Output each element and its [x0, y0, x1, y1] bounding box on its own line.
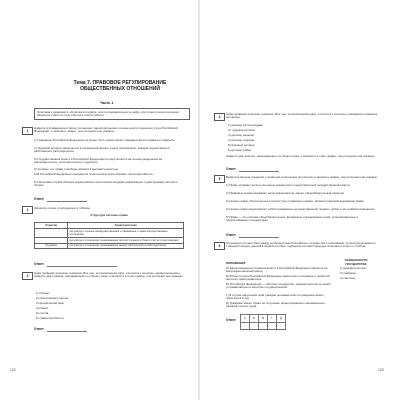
- grid-answer-cell[interactable]: [241, 322, 250, 330]
- task-5-item: 5) Право — это система общеобязательных, формально определённых норм, устанавливаемых и обеспечиваемых государством.: [226, 215, 359, 223]
- task-2-answer-field[interactable]: [47, 261, 117, 267]
- task-4-item: 1) договор купли-продажи: [228, 123, 263, 127]
- task-6-feature: 1) демократическое: [340, 266, 367, 270]
- task-5-answer-label: Ответ:: [226, 233, 237, 237]
- page-number: 123: [378, 368, 384, 372]
- features-column-heading: ОСОБЕННОСТИ ГОСУДАРСТВА: [344, 258, 368, 266]
- task-5-number: 5: [214, 175, 225, 183]
- page-number: 122: [10, 368, 16, 372]
- task-4-answer-label: Ответ:: [226, 167, 237, 171]
- task-4-item: 3) договор дарения: [228, 133, 255, 137]
- task-4-answer-field[interactable]: [239, 166, 279, 172]
- task-5-item: 3) Нормы права, обеспеченные в институтах и правовых нормах, являются формой выражения права.: [226, 199, 365, 203]
- table-cell: Трудовое: [35, 243, 68, 249]
- table-cell: регулирует отношения, возникающие между работником и работодателем: [68, 243, 184, 249]
- task-4-question: Ниже приведён перечень терминов. Все они, за исключением двух, относятся к понятию «гражданско-правовые договоры».: [226, 112, 378, 120]
- task-6-question: Установите соответствие между особенностями Российского государства и признаками, иллюстрирующими их: к каждой позиции, данной в первом столбце, подберите соответствующую позицию из второго столбца.: [226, 241, 377, 249]
- task-3-number: 3: [22, 272, 33, 280]
- task-4-item: 6) договор займа: [228, 148, 251, 152]
- task-3-answer-field[interactable]: [47, 326, 87, 332]
- task-2-question: Запишите слово, пропущенное в таблице.: [34, 206, 91, 210]
- task-3-question: Ниже приведён перечень терминов. Все они, за исключением двух, относятся к понятию «правоотношение». Найдите два термина, «выпадающих» из общего ряда, и запишите в ответ цифры, под которыми они указаны.: [34, 271, 184, 279]
- task-6-number: 6: [214, 242, 225, 250]
- task-3-item: 4) объект: [36, 306, 49, 310]
- grid-letter: Д: [277, 315, 286, 323]
- task-6-answer-label: Ответ:: [226, 318, 237, 322]
- task-3-item: 6) правоспособность: [36, 316, 65, 320]
- task-3-item: 2) объективная сторона: [36, 296, 69, 300]
- grid-answer-cell[interactable]: [259, 322, 268, 330]
- task-4-item: 4) договор подряда: [228, 138, 255, 142]
- task-5-item: 1) Право отражает волю и интересы прежде всего представителей государственной власти.: [226, 183, 351, 187]
- instructions-box: Ответами к заданиям 1–42 являются цифра, или последовательность цифр, или слово (словосочетание). Запишите ответы в поле ответов в тексте работы.: [34, 108, 190, 120]
- task-1-item: 6) Налоговая служба обязана предоставлять налогоплательщикам информацию о действующих налогах и сборах.: [34, 180, 179, 188]
- task-2-number: 2: [22, 206, 33, 214]
- grid-answer-cell[interactable]: [268, 322, 277, 330]
- task-1-answer-field[interactable]: [47, 196, 87, 202]
- task-6-position: Г) В случае нарушения прав граждан органами власти гражданин может обратиться в суд.: [226, 293, 324, 301]
- part-heading: Часть 1: [100, 101, 114, 105]
- task-3-item: 5) состав: [36, 311, 49, 315]
- task-6-position: Б) В Конституции Российской Федерации закреплено положение о гарантиях местного самоуправления.: [226, 274, 331, 282]
- structure-table: [34, 222, 184, 249]
- task-4-item: 5) брачный договор: [228, 143, 255, 147]
- task-1-item: 1) Гражданин Российской Федерации не может быть лишён своего гражданства или права его изменить.: [34, 138, 176, 142]
- task-1-item: 2) Трудовой договор заключается в письменной форме, в двух экземплярах, каждый подписывается работником и работодателем.: [34, 146, 170, 154]
- task-3-item: 3) юридический факт: [36, 301, 65, 305]
- right-page: [200, 0, 400, 400]
- grid-letter: А: [241, 315, 250, 323]
- task-4-item: 2) трудовой договор: [228, 128, 256, 132]
- task-5-item: 2) Правовые нормы выражают волю законодателя, имеют общеобязательный характер.: [226, 191, 345, 195]
- task-1-answer-label: Ответ:: [34, 197, 45, 201]
- task-1-item: 3) Государственная власть в Российской Федерации осуществляется на основе разделения на законодательную, исполнительную и судебную.: [34, 157, 162, 165]
- task-5-question: Выберите верные суждения о праве как социальном регуляторе и запишите цифры, под которыми они указаны.: [226, 175, 378, 179]
- grid-letter: В: [259, 315, 268, 323]
- topic-title: Тема 7. ПРАВОВОЕ РЕГУЛИРОВАНИЕ ОБЩЕСТВЕННЫХ ОТНОШЕНИЙ: [73, 80, 167, 92]
- task-3-item: 1) субъект: [36, 291, 50, 295]
- task-4-question-2: Найдите два понятия, «выпадающих» из общего ряда, и запишите в ответ цифры, под которыми они указаны.: [226, 154, 375, 158]
- table-header: Характеристика: [68, 223, 184, 229]
- task-6-position: В) Российская Федерация — светское государство, никакая религия не может устанавливаться в качестве государственной.: [226, 282, 332, 290]
- task-1-item: 4) Человек, его права и свободы являются высшей ценностью.: [34, 167, 119, 171]
- task-2-table-title: Структура системы права: [90, 213, 128, 217]
- task-6-answer-grid[interactable]: [240, 314, 286, 330]
- table-row: [35, 228, 184, 237]
- table-row: [35, 243, 184, 249]
- grid-letter: Б: [250, 315, 259, 323]
- table-cell: регулирует отношения, возникающие при вступлении в брак и при его расторжении: [68, 237, 184, 243]
- task-5-item: 4) Нормы права представляют собой основанные на представлении людей о добре и зле правила поведения.: [226, 207, 375, 211]
- table-cell: ...: [35, 228, 68, 237]
- task-6-position: А) Единственным источником власти в Российской Федерации является её многонациональный народ.: [226, 266, 328, 274]
- task-3-answer-label: Ответ:: [34, 327, 45, 331]
- task-1-number: 1: [22, 127, 33, 135]
- task-2-answer-label: Ответ:: [34, 262, 45, 266]
- task-1-item: 5) В Российской Федерации признаются политическое многообразие, многопартийность.: [34, 172, 154, 176]
- grid-answer-cell[interactable]: [250, 322, 259, 330]
- grid-answer-cell[interactable]: [277, 322, 286, 330]
- task-6-feature: 3) светское: [340, 276, 356, 280]
- table-cell: регулирует личные неимущественные и связанные с ними имущественные отношения: [68, 228, 184, 237]
- positions-column-heading: ПОЛОЖЕНИЯ: [226, 261, 246, 265]
- task-5-answer-field[interactable]: [239, 232, 279, 238]
- grid-letter: Г: [268, 315, 277, 323]
- table-header: Отрасли: [35, 223, 68, 229]
- task-6-position: Д) Граждане имеют право на получение гарантированного минимального размера оплаты труда.: [226, 301, 325, 309]
- task-6-feature: 2) правовое: [340, 271, 356, 275]
- task-4-number: 4: [214, 113, 225, 121]
- task-1-question: Найдите в приведённом списке положения, характеризующие основы конституционного строя Российской Федерации, и запишите цифры, под которыми они указаны.: [34, 126, 178, 134]
